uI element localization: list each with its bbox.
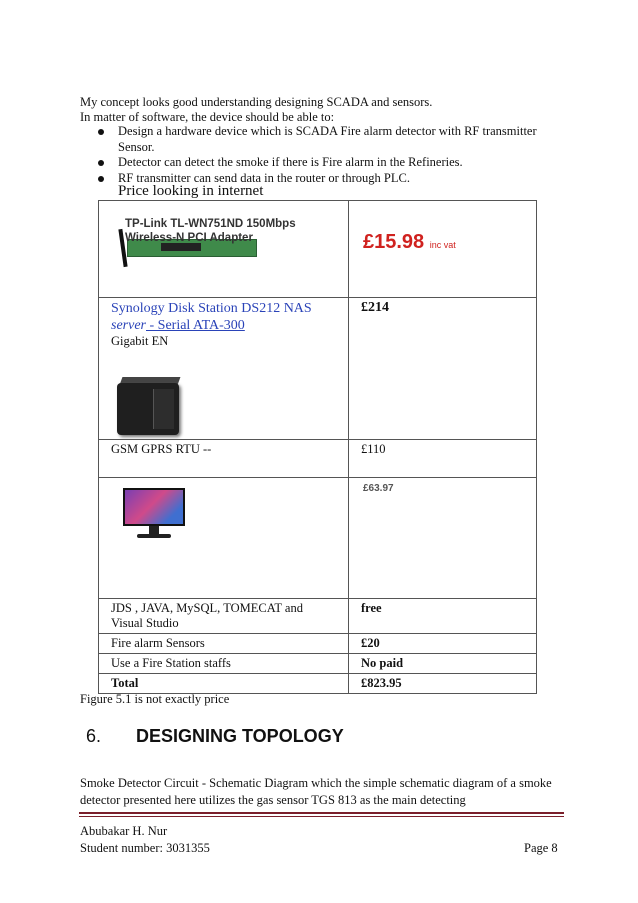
table-row: [99, 298, 537, 440]
list-item: Detector can detect the smoke if there is Fire alarm in the Refineries.: [96, 155, 556, 171]
table-row: [99, 674, 537, 694]
table-row: [99, 599, 537, 634]
table-cell: £214: [349, 298, 537, 440]
table-cell: [99, 201, 349, 298]
table-cell: [349, 201, 537, 298]
table-cell: [99, 478, 349, 599]
body-paragraph: Smoke Detector Circuit - Schematic Diagram which the simple schematic diagram of a smoke detector presented here utilizes the gas sensor TGS 813 as the main detecting: [80, 776, 552, 807]
table-row: [99, 478, 537, 599]
product-subtext: Gigabit EN: [111, 334, 169, 348]
section-title: DESIGNING TOPOLOGY: [136, 726, 344, 746]
table-row: [99, 654, 537, 674]
figure-caption: Figure 5.1 is not exactly price: [80, 692, 230, 706]
table-row: [99, 634, 537, 654]
monitor-image: [123, 488, 185, 540]
intro-line-1: My concept looks good understanding designing SCADA and sensors.: [80, 95, 433, 109]
section-heading: [86, 726, 344, 747]
page-number: Page 8: [524, 841, 558, 855]
footer-student-number: Student number: 3031355: [80, 841, 210, 855]
bullet-icon: [98, 160, 104, 166]
table-cell: [99, 298, 349, 440]
table-cell: £823.95: [349, 674, 537, 694]
table-cell: free: [349, 599, 537, 634]
price-heading: Price looking in internet: [118, 183, 264, 199]
nas-device-image: [117, 377, 181, 437]
table-row: [99, 440, 537, 478]
price-badge: £15.98 inc vat: [363, 231, 456, 253]
table-cell: £20: [349, 634, 537, 654]
list-item: Design a hardware device which is SCADA Fire alarm detector with RF transmitter Sensor.: [96, 124, 556, 155]
table-cell: Use a Fire Station staffs: [99, 654, 349, 674]
table-cell: Fire alarm Sensors: [99, 634, 349, 654]
table-cell: GSM GPRS RTU --: [99, 440, 349, 478]
requirements-list: [96, 124, 556, 186]
footer-divider: [79, 812, 564, 814]
bullet-icon: [98, 176, 104, 182]
intro-line-2: In matter of software, the device should be able to:: [80, 110, 335, 124]
section-number: 6.: [86, 726, 102, 746]
list-item: RF transmitter can send data in the router or through PLC.: [96, 171, 556, 187]
footer-divider-thin: [79, 816, 564, 817]
table-cell: JDS , JAVA, MySQL, TOMECAT and Visual Studio: [99, 599, 349, 634]
product-link-2[interactable]: server - Serial ATA-300: [111, 318, 245, 333]
table-row: [99, 201, 537, 298]
bullet-icon: [98, 129, 104, 135]
table-cell: £63.97: [349, 478, 537, 599]
wireless-adapter-image: TP-Link TL-WN751ND 150Mbps Wireless-N PCI Adapter: [111, 211, 311, 273]
table-cell: £110: [349, 440, 537, 478]
price-table: [98, 200, 537, 694]
footer-author: Abubakar H. Nur: [80, 824, 168, 838]
product-link[interactable]: Synology Disk Station DS212 NAS: [111, 301, 312, 316]
table-cell: Total: [99, 674, 349, 694]
table-cell: No paid: [349, 654, 537, 674]
